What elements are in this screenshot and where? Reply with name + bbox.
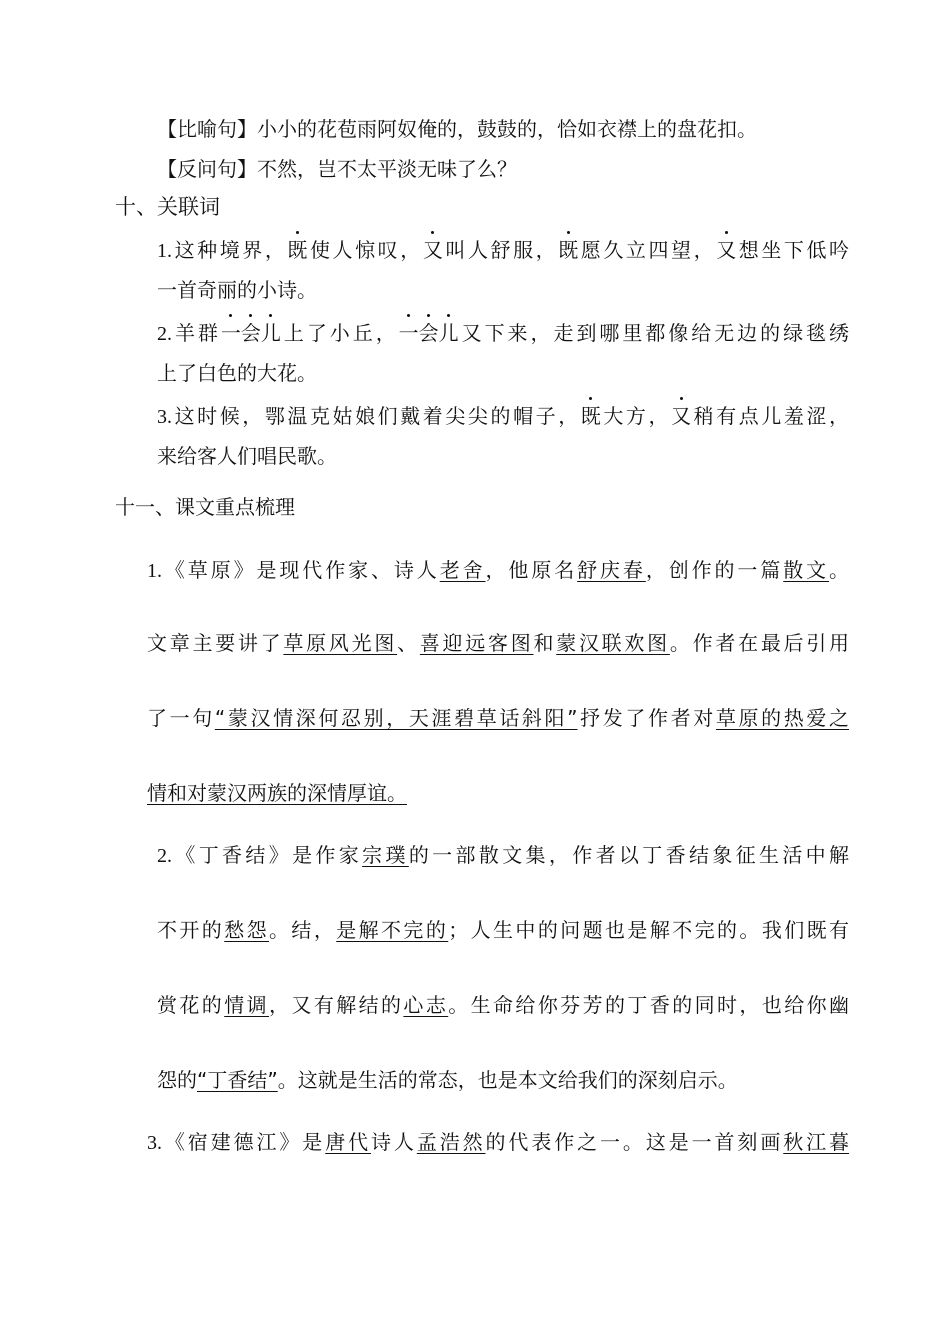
point-2-line-2: 不开的愁怨。结，是解不完的；人生中的问题也是解不完的。我们既有 [157, 918, 850, 942]
conjunction-item-3-cont: 来给客人们唱民歌。 [157, 444, 337, 468]
conjunction-item-1-cont: 一首奇丽的小诗。 [157, 278, 317, 302]
emphasis-word: 又 [671, 404, 692, 428]
answer-blank: 孟浩然 [416, 1130, 486, 1154]
point-2-line-3: 赏花的情调，又有解结的心志。生命给你芬芳的丁香的同时，也给你幽 [157, 993, 850, 1017]
section-10-heading: 十、关联词 [115, 195, 220, 219]
simile-line [157, 115, 757, 143]
answer-blank: 草原的热爱之 [715, 706, 850, 730]
answer-blank: 老舍 [439, 558, 486, 582]
point-1-line-2: 文章主要讲了草原风光图、喜迎远客图和蒙汉联欢图。作者在最后引用 [147, 631, 850, 655]
rhetorical-text: 不然，岂不太平淡无味了么？ [257, 157, 517, 181]
answer-blank: 是解不完的 [336, 918, 449, 942]
point-2-line-4: 怨的“丁香结”。这就是生活的常态，也是本文给我们的深刻启示。 [157, 1068, 738, 1092]
answer-blank: 散文 [783, 558, 830, 582]
answer-blank: 草原风光图 [283, 631, 398, 655]
answer-blank: 情调 [224, 993, 270, 1017]
answer-blank: “丁香结” [197, 1068, 278, 1092]
emphasis-word: 一会儿 [398, 321, 459, 345]
answer-blank: 喜迎远客图 [419, 631, 534, 655]
emphasis-word: 既 [287, 238, 308, 262]
answer-blank: 心志 [403, 993, 449, 1017]
emphasis-word: 既 [558, 238, 579, 262]
section-11-heading: 十一、课文重点梳理 [115, 495, 295, 519]
point-1-line-4 [147, 779, 407, 807]
rhetorical-label: 【反问句】 [157, 157, 257, 181]
answer-blank: 舒庆春 [577, 558, 646, 582]
answer-blank: 愁怨 [224, 918, 270, 942]
answer-blank: 蒙汉联欢图 [556, 631, 670, 655]
conjunction-item-1: 1.这种境界，既使人惊叹，又叫人舒服，既愿久立四望，又想坐下低吟 [157, 238, 850, 262]
conjunction-item-3: 3.这时候，鄂温克姑娘们戴着尖尖的帽子，既大方，又稍有点儿羞涩， [157, 404, 850, 428]
emphasis-word: 既 [580, 404, 601, 428]
point-1-line-1: 1.《草原》是现代作家、诗人老舍，他原名舒庆春，创作的一篇散文。 [147, 558, 850, 582]
rhetorical-question-line [157, 155, 517, 183]
emphasis-word: 又 [422, 238, 443, 262]
point-2-line-1: 2.《丁香结》是作家宗璞的一部散文集，作者以丁香结象征生活中解 [157, 843, 850, 867]
point-1-line-3: 了一句“蒙汉情深何忍别，天涯碧草话斜阳”抒发了作者对草原的热爱之 [147, 706, 850, 730]
emphasis-word: 一会儿 [220, 321, 281, 345]
answer-blank: 秋江暮 [783, 1130, 850, 1154]
simile-label: 【比喻句】 [157, 117, 257, 141]
answer-blank: 宗璞 [362, 843, 409, 867]
point-3-line-1: 3.《宿建德江》是唐代诗人孟浩然的代表作之一。这是一首刻画秋江暮 [147, 1130, 850, 1154]
conjunction-item-2-cont: 上了白色的大花。 [157, 361, 317, 385]
conjunction-item-2: 2.羊群一会儿上了小丘，一会儿又下来，走到哪里都像给无边的绿毯绣 [157, 321, 850, 345]
simile-text: 小小的花苞雨阿奴俺的，鼓鼓的，恰如衣襟上的盘花扣。 [257, 117, 757, 141]
answer-blank: 唐代 [325, 1130, 372, 1154]
answer-blank: “蒙汉情深何忍别，天涯碧草话斜阳” [214, 706, 578, 730]
answer-blank: 情和对蒙汉两族的深情厚谊。 [147, 781, 407, 805]
emphasis-word: 又 [716, 238, 737, 262]
